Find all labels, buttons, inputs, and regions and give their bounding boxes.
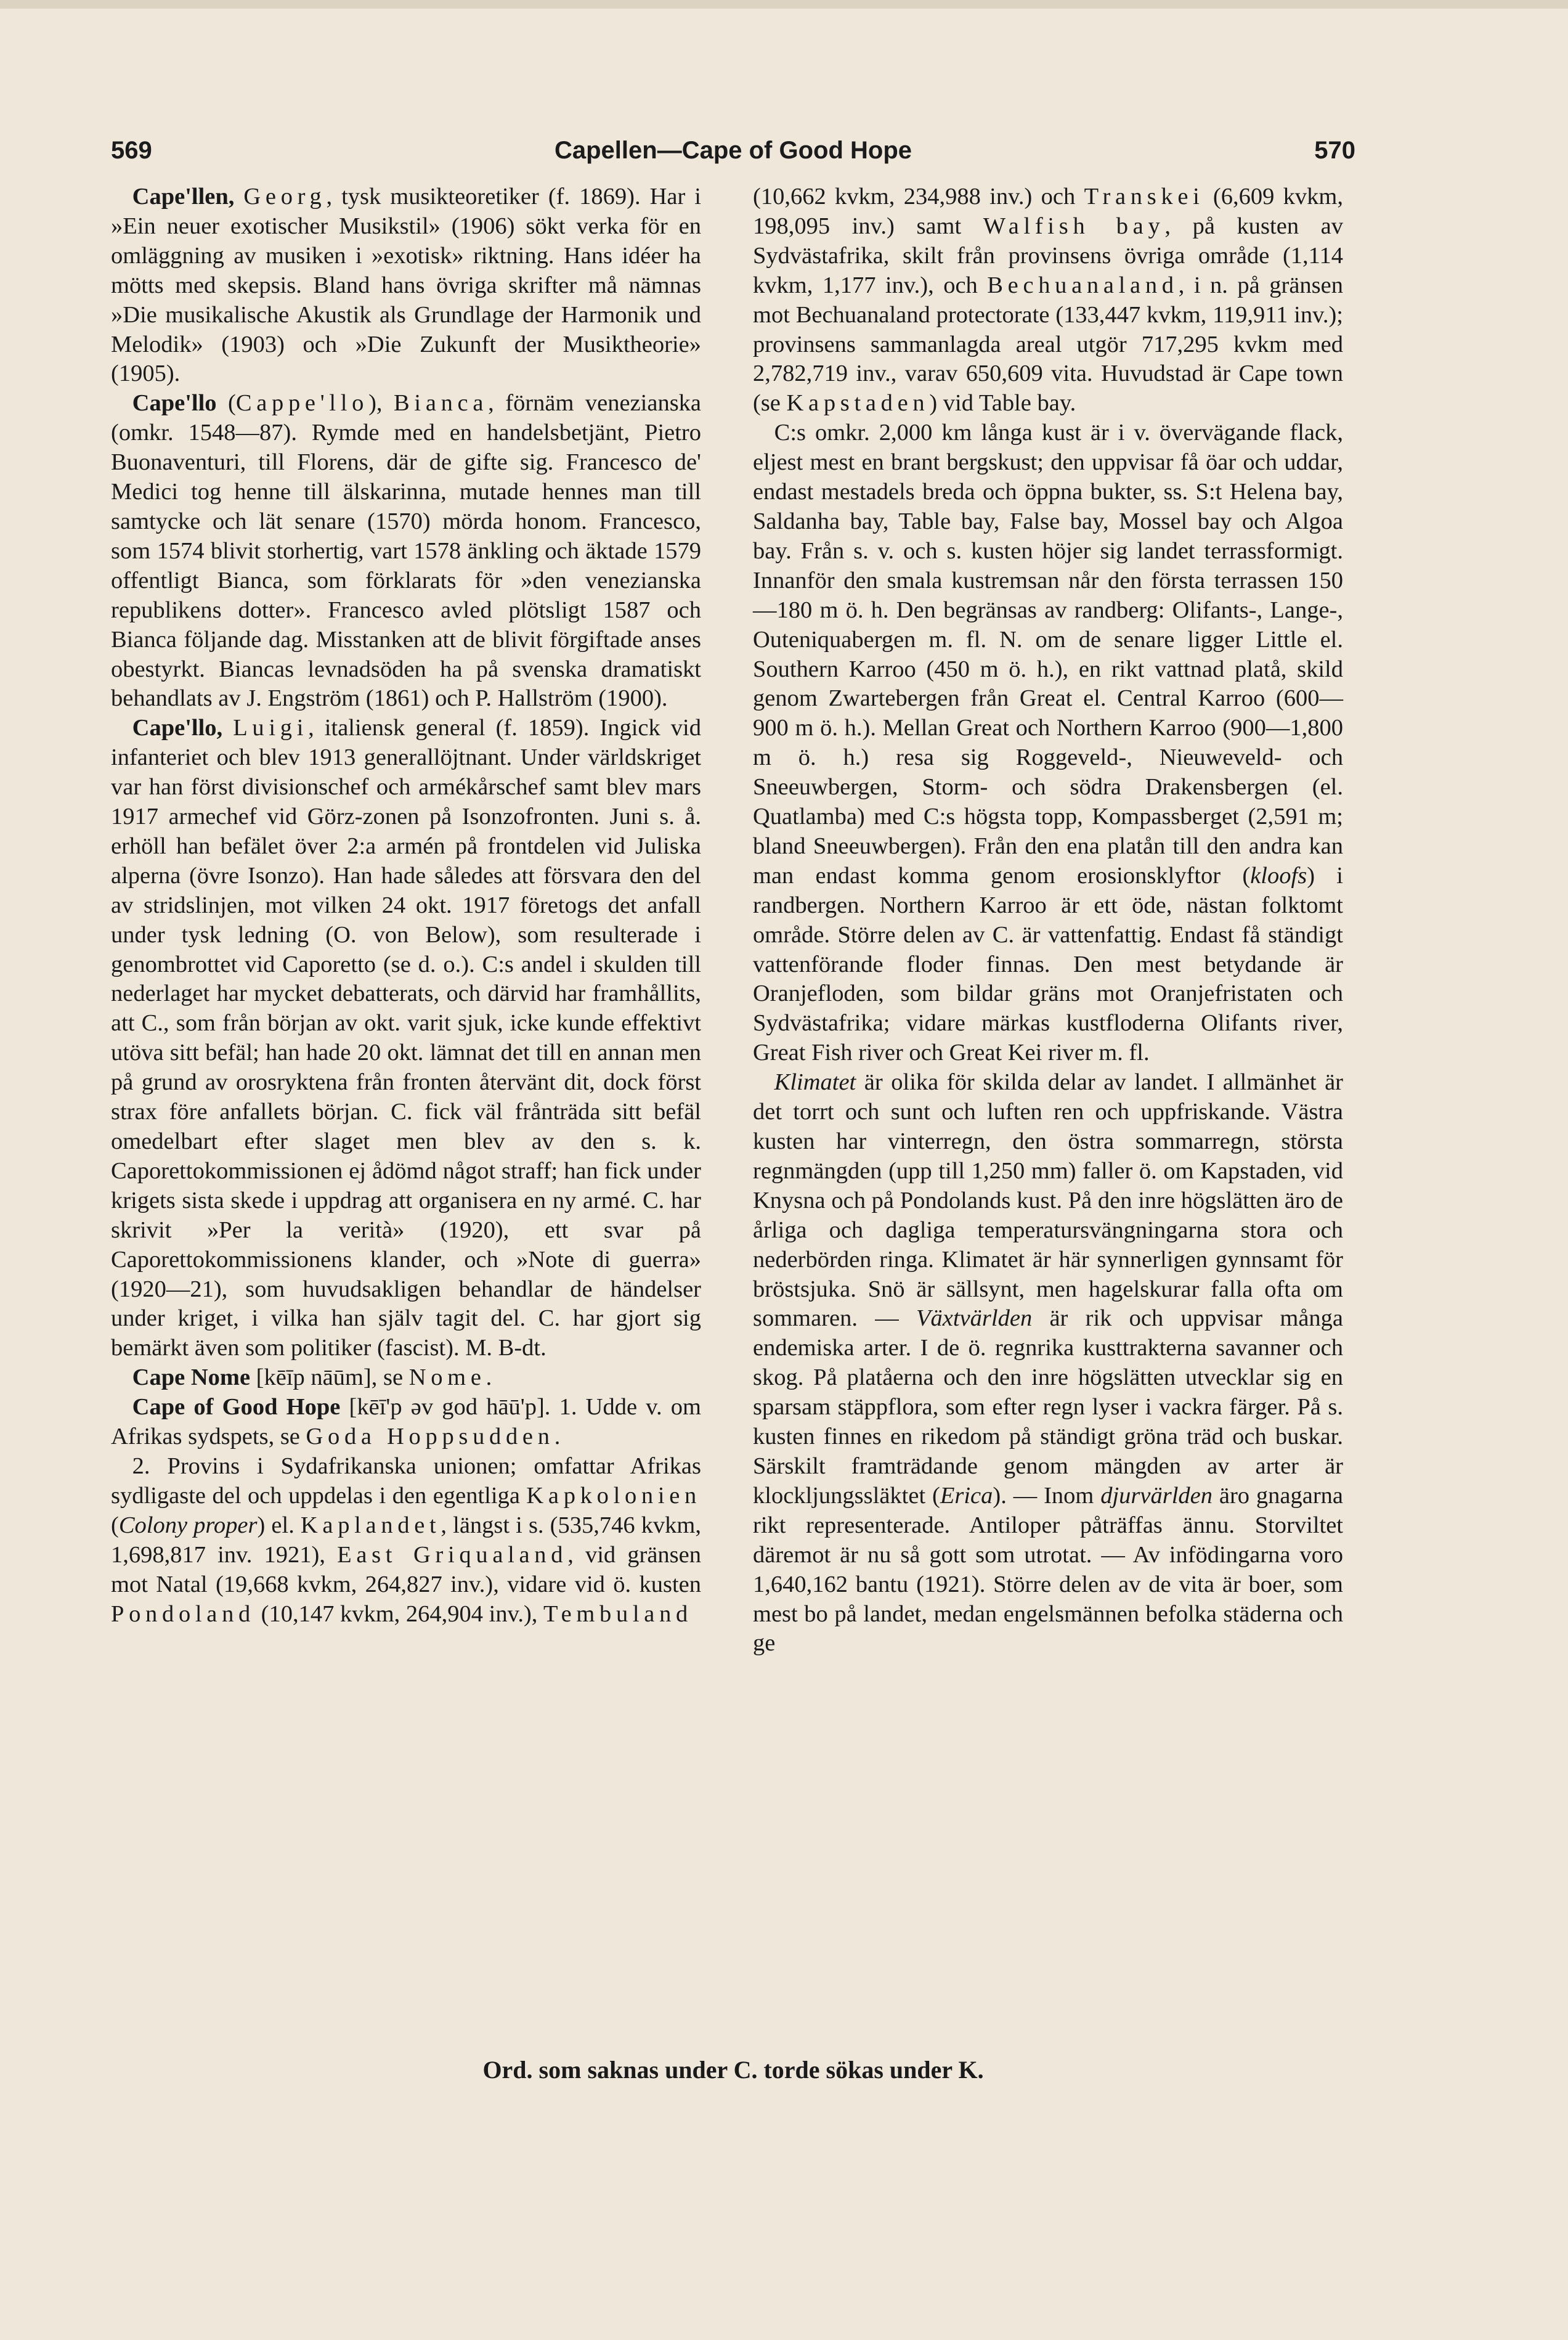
entry-cappello-bianca xyxy=(111,389,701,714)
entry-text: (10,147 kvkm, 264,904 inv.), xyxy=(255,1600,544,1627)
spaced-name: Georg xyxy=(243,184,327,210)
entry-text: ( xyxy=(216,390,236,417)
spaced-name: Pondoland xyxy=(111,1600,255,1627)
headword: Cape'llen, xyxy=(132,184,235,210)
cross-reference: Kapstaden xyxy=(786,390,930,417)
entry-text: ) el. xyxy=(257,1512,301,1538)
entry-text: , i n. på gränsen mot Bechuanaland protectorate (133,447 kvkm, 119,911 inv.); provinsens sammanlagda areal utgör 717,295 kvkm med 2,782,719 inv., varav 650,609 vita. Huvudstad är Cape town (se xyxy=(753,272,1343,417)
coast-paragraph xyxy=(753,418,1343,1068)
spaced-name: Bianca xyxy=(394,390,489,417)
headword: Cape'llo, xyxy=(132,715,223,741)
entry-capellen xyxy=(111,182,701,389)
spaced-name: Kapkolonien xyxy=(526,1482,701,1509)
italic-term: Colony proper xyxy=(118,1512,258,1538)
headword: Cape of Good Hope xyxy=(132,1394,341,1421)
italic-term: Erica xyxy=(940,1482,993,1509)
italic-term: Klimatet xyxy=(774,1069,856,1096)
page-title: Capellen—Cape of Good Hope xyxy=(554,137,912,164)
right-column xyxy=(753,182,1343,1658)
entry-text: C:s omkr. 2,000 km långa kust är i v. övervägande flack, eljest mest en brant bergskust; den uppvisar få öar och uddar, endast mestadels breda och öppna bukter, ss. S:t Helena bay, Saldanha bay, Table bay, False bay, Mossel bay och Algoa bay. Från s. v. och s. kusten höjer sig landet terrassformigt. Innanför den smala kustremsan når den första terrassen 150 —180 m ö. h. Den begränsas av randberg: Olifants-, Lange-, Outeniquabergen m. fl. N. om de senare ligger Little el. Southern Karroo (450 m ö. h.), en rikt vattnad platå, skild genom Zwartebergen från Great el. Central Karroo (600—900 m ö. h.). Mellan Great och Northern Karroo (900—1,800 m ö. h.) resa sig Roggeveld-, Nieuweveld- och Sneeuwbergen, Storm- och södra Drakensbergen (el. Quatlamba) med C:s högsta topp, Kompassberget (2,591 m; bland Sneeuwbergen). Från den ena platån till den andra kan man endast komma genom erosionsklyftor ( xyxy=(753,420,1343,889)
spaced-name: Bechuanaland xyxy=(987,272,1179,298)
italic-term: Växtvärlden xyxy=(916,1305,1033,1332)
entry-text: ), xyxy=(368,390,394,417)
cross-reference: Nome xyxy=(408,1364,486,1391)
entry-text: , italiensk general (f. 1859). Ingick vid infanteriet och blev 1913 generallöjtnant. Under världskriget var han först divisionschef och armékårschef samt blev mars 1917 armechef vid Görz-zonen på Isonzofronten. Juni s. å. erhöll han befälet över 2:a armén på frontdelen vid Juliska alperna (övre Isonzo). Han hade således att försvara den del av stridslinjen, mot vilken 24 okt. 1917 företogs det anfall under tysk ledning (O. von Below), som resulterade i genombrottet vid Caporetto (se d. o.). C:s andel i skulden till nederlaget har mycket debatterats, och därvid har framhållits, att C., som från början av okt. varit sjuk, icke kunde effektivt utöva sitt befäl; han hade 20 okt. lämnat det till en annan men på grund av orosryktena från fronten återvänt dit, dock först strax före anfallets början. C. fick väl frånträda sitt befäl omedelbart efter slaget men blev av den s. k. Caporettokommissionen ej ådömd något straff; han fick under krigets sista skede i uppdrag att organisera en ny armé. C. har skrivit »Per la verità» (1920), ett svar på Caporettokommissionens klander, och »Note di guerra» (1920—21), som huvudsakligen behandlar de händelser under kriget, i vilka han själv tagit del. C. har gjort sig bemärkt även som politiker (fascist). M. B-dt. xyxy=(111,715,701,1361)
entry-text: [kēī'p əv god hāū'p]. 1. Udde v. om Afrikas sydspets, se xyxy=(111,1394,701,1450)
page-number-right: 570 xyxy=(1314,137,1355,164)
entry-text: . xyxy=(554,1424,561,1450)
entry-text: . xyxy=(485,1364,492,1391)
spaced-name: Transkei xyxy=(1084,184,1204,210)
spaced-name: Kaplandet xyxy=(300,1512,441,1538)
headword: Cape'llo xyxy=(132,390,217,417)
entry-text: 2. Provins i Sydafrikanska unionen; omfattar Afrikas sydligaste del och uppdelas i den egentliga xyxy=(111,1453,701,1509)
page-number-left: 569 xyxy=(111,137,152,164)
entry-text: ( xyxy=(111,1512,119,1538)
footer-note: Ord. som saknas under C. torde sökas under K. xyxy=(482,2056,984,2084)
entry-text: är rik och uppvisar många endemiska arter. I de ö. regnrika kusttrakterna savanner och skog. På platåerna och den inre högslätten utvecklar sig en sparsam stäppflora, som efter regn lyser i vackra färger. På s. kusten finnes en rikedom på ständigt gröna träd och buskar. Särskilt framträdande genom mängden av arter är klockljungssläktet ( xyxy=(753,1305,1343,1509)
entry-text: , längst i s. (535,746 kvkm, 1,698,817 inv. 1921), xyxy=(111,1512,701,1568)
headword: Cape Nome xyxy=(132,1364,251,1391)
entry-text: , förnäm venezianska (omkr. 1548—87). Rymde med en handelsbetjänt, Pietro Buonaventuri, till Florens, där de gifte sig. Francesco de' Medici tog henne till älskarinna, mutade hennes man till samtycke och lät senare (1570) mörda honom. Francesco, som 1574 blivit storhertig, vart 1578 änkling och äktade 1579 offentligt Bianca, som förklarats för »den venezianska republikens dotter». Francesco avled plötsligt 1587 och Bianca följande dag. Misstanken att de blivit förgiftade anses obestyrkt. Biancas levnadsöden ha på svenska dramatiskt behandlats av J. Engström (1861) och P. Hallström (1900). xyxy=(111,390,702,712)
entry-text: (10,662 kvkm, 234,988 inv.) och xyxy=(753,184,1084,210)
italic-term: djurvärlden xyxy=(1100,1482,1213,1509)
climate-paragraph xyxy=(753,1068,1343,1658)
entry-cape-of-good-hope xyxy=(111,1393,701,1452)
entry-cape-nome xyxy=(111,1363,701,1393)
entry-text: , tysk musikteoretiker (f. 1869). Har i »Ein neuer exotischer Musikstil» (1906) sökt verka för en omläggning av musiken i »exotisk» riktning. Hans idéer ha mötts med skepsis. Bland hans övriga skrifter må nämnas »Die musikalische Akustik als Grundlage der Harmonik und Melodik» (1903) och »Die Zukunft der Musiktheorie» (1905). xyxy=(111,184,701,387)
spaced-name: Luigi xyxy=(233,715,309,741)
province-continuation xyxy=(753,182,1343,418)
spaced-name: Walfish bay xyxy=(983,213,1165,239)
entry-text: , på kusten av Sydvästafrika, skilt från provinsens övriga område (1,114 kvkm, 1,177 inv.), och xyxy=(753,213,1344,298)
entry-text: [kēīp nāūm], se xyxy=(250,1364,409,1391)
entry-text: ) i randbergen. Northern Karroo är ett öde, nästan folktomt område. Större delen av C. är vattenfattig. Endast få ständigt vattenförande floder finnas. Den mest betydande är Oranjefloden, som bildar gräns mot Oranjefristaten och Sydvästafrika; vidare märkas kustfloderna Olifants river, Great Fish river och Great Kei river m. fl. xyxy=(753,862,1343,1066)
entry-text: är olika för skilda delar av landet. I allmänhet är det torrt och sunt och luften ren och uppfriskande. Västra kusten har vinterregn, den östra sommarregn, största regnmängden (upp till 1,250 mm) faller ö. om Kapstaden, vid Knysna och på Pondolands kust. På den inre högslätten äro de årliga och dagliga temperatursvängningarna stora och nederbörden ringa. Klimatet är här synnerligen gynnsamt för bröstsjuka. Snö är sällsynt, men hagelskurar falla ofta om sommaren. — xyxy=(753,1069,1343,1332)
cross-reference: Goda Hoppsudden xyxy=(306,1424,554,1450)
entry-cappello-luigi xyxy=(111,714,701,1363)
entry-text: ) vid Table bay. xyxy=(929,390,1076,417)
entry-text: , vid gränsen mot Natal (19,668 kvkm, 264,827 inv.), vidare vid ö. kusten xyxy=(111,1541,701,1597)
italic-term: kloofs xyxy=(1250,862,1307,889)
entry-text: ). — Inom xyxy=(993,1482,1101,1509)
spaced-name: Tembuland xyxy=(543,1600,693,1627)
entry-text: äro gnagarna rikt representerade. Antiloper påträffas ännu. Storviltet däremot är nu så gott som utrotat. — Av infödingarna voro 1,640,162 bantu (1921). Större delen av de vita är boer, som mest bo på landet, medan engelsmännen befolka städerna och ge xyxy=(753,1482,1344,1657)
left-column xyxy=(111,182,701,1629)
entry-text: (6,609 kvkm, 198,095 inv.) samt xyxy=(753,184,1343,239)
spaced-name: East Griqualand xyxy=(337,1541,568,1568)
entry-province-section xyxy=(111,1452,701,1629)
running-head xyxy=(111,137,1355,174)
spaced-name: Cappe'llo xyxy=(235,390,369,417)
page-top-edge xyxy=(0,0,1568,9)
